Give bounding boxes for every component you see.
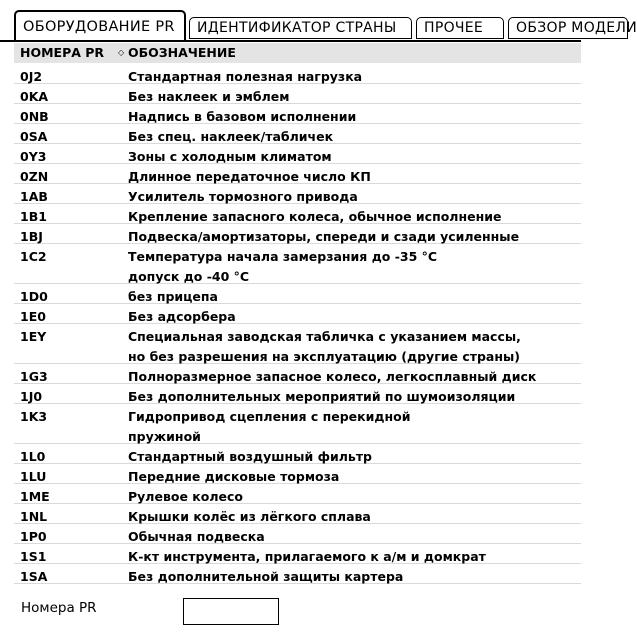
table-row[interactable] bbox=[14, 104, 581, 124]
tab-bar bbox=[0, 0, 637, 42]
tab-country-id[interactable]: ИДЕНТИФИКАТОР СТРАНЫ bbox=[189, 17, 412, 39]
pr-code-cell: 0J2 bbox=[20, 69, 43, 84]
pr-code-cell: 1NL bbox=[20, 509, 48, 524]
table-row[interactable] bbox=[14, 544, 581, 564]
pr-code-cell: 1G3 bbox=[20, 369, 48, 384]
table-row[interactable] bbox=[14, 224, 581, 244]
table-row[interactable] bbox=[14, 144, 581, 164]
table-row[interactable] bbox=[14, 364, 581, 384]
tab-pr-equipment[interactable]: ОБОРУДОВАНИЕ PR bbox=[14, 10, 186, 42]
table-row[interactable] bbox=[14, 504, 581, 524]
pr-code-cell: 0Y3 bbox=[20, 149, 47, 164]
description-cell: Без наклеек и эмблем bbox=[128, 89, 290, 104]
description-cell: К-кт инструмента, прилагаемого к а/м и домкрат bbox=[128, 549, 486, 564]
description-cell: Температура начала замерзания до -35 °C допуск до -40 °C bbox=[128, 249, 438, 284]
description-cell: Без дополнительных мероприятий по шумоизоляции bbox=[128, 389, 516, 404]
description-cell: Обычная подвеска bbox=[128, 529, 265, 544]
pr-code-cell: 1K3 bbox=[20, 409, 48, 424]
description-cell: без прицепа bbox=[128, 289, 218, 304]
description-cell: Усилитель тормозного привода bbox=[128, 189, 358, 204]
description-cell: Полноразмерное запасное колесо, легкосплавный диск bbox=[128, 369, 537, 384]
pr-code-cell: 1EY bbox=[20, 329, 47, 344]
pr-code-cell: 0NB bbox=[20, 109, 49, 124]
pr-number-input[interactable] bbox=[183, 598, 279, 625]
description-cell: Длинное передаточное число КП bbox=[128, 169, 371, 184]
pr-code-cell: 1AB bbox=[20, 189, 48, 204]
description-cell: Стандартный воздушный фильтр bbox=[128, 449, 373, 464]
pr-code-cell: 1S1 bbox=[20, 549, 47, 564]
table-row[interactable] bbox=[14, 124, 581, 144]
table-row[interactable] bbox=[14, 524, 581, 544]
table-row[interactable] bbox=[14, 84, 581, 104]
pr-code-cell: 1E0 bbox=[20, 309, 46, 324]
description-cell: Надпись в базовом исполнении bbox=[128, 109, 357, 124]
pr-code-cell: 1SA bbox=[20, 569, 48, 584]
description-cell: Без адсорбера bbox=[128, 309, 236, 324]
description-cell: Рулевое колесо bbox=[128, 489, 243, 504]
description-cell: Зоны с холодным климатом bbox=[128, 149, 332, 164]
description-cell: Стандартная полезная нагрузка bbox=[128, 69, 363, 84]
description-cell: Специальная заводская табличка с указанием массы, но без разрешения на эксплуатацию (другие страны) bbox=[128, 329, 521, 364]
pr-code-cell: 1B1 bbox=[20, 209, 47, 224]
table-row[interactable] bbox=[14, 304, 581, 324]
description-cell: Подвеска/амортизаторы, спереди и сзади усиленные bbox=[128, 229, 520, 244]
table-row[interactable] bbox=[14, 284, 581, 304]
table-row[interactable] bbox=[14, 464, 581, 484]
pr-code-cell: 0SA bbox=[20, 129, 48, 144]
table-row[interactable] bbox=[14, 384, 581, 404]
table-row[interactable] bbox=[14, 404, 581, 444]
pr-number-label: Номера PR bbox=[21, 600, 97, 616]
description-cell: Без спец. наклеек/табличек bbox=[128, 129, 334, 144]
description-cell: Без дополнительной защиты картера bbox=[128, 569, 404, 584]
table-row[interactable] bbox=[14, 564, 581, 584]
tab-other[interactable]: ПРОЧЕЕ bbox=[416, 17, 504, 39]
table-row[interactable] bbox=[14, 184, 581, 204]
table-row[interactable] bbox=[14, 484, 581, 504]
sort-icon[interactable]: ◇ bbox=[118, 48, 125, 57]
description-cell: Передние дисковые тормоза bbox=[128, 469, 340, 484]
pr-code-cell: 1L0 bbox=[20, 449, 46, 464]
table-row[interactable] bbox=[14, 204, 581, 224]
table-row[interactable] bbox=[14, 324, 581, 364]
table-row[interactable] bbox=[14, 164, 581, 184]
pr-table-body[interactable] bbox=[14, 64, 581, 584]
pr-code-cell: 1C2 bbox=[20, 249, 47, 264]
pr-code-cell: 1ME bbox=[20, 489, 50, 504]
description-cell: Гидропривод сцепления с перекидной пружиной bbox=[128, 409, 411, 444]
table-row[interactable] bbox=[14, 64, 581, 84]
pr-code-cell: 1D0 bbox=[20, 289, 48, 304]
pr-code-cell: 0KA bbox=[20, 89, 49, 104]
tab-model-overview[interactable]: ОБЗОР МОДЕЛИ bbox=[508, 17, 628, 39]
table-row[interactable] bbox=[14, 444, 581, 464]
description-cell: Крепление запасного колеса, обычное исполнение bbox=[128, 209, 502, 224]
pr-code-cell: 1LU bbox=[20, 469, 47, 484]
table-row[interactable] bbox=[14, 244, 581, 284]
pr-code-cell: 1P0 bbox=[20, 529, 47, 544]
column-header-description: ОБОЗНАЧЕНИЕ bbox=[128, 45, 236, 60]
pr-code-cell: 1J0 bbox=[20, 389, 43, 404]
pr-code-cell: 1BJ bbox=[20, 229, 43, 244]
description-cell: Крышки колёс из лёгкого сплава bbox=[128, 509, 371, 524]
tab-divider bbox=[0, 40, 581, 42]
pr-code-cell: 0ZN bbox=[20, 169, 49, 184]
column-header-pr-code[interactable]: НОМЕРА PR bbox=[20, 45, 105, 60]
table-header bbox=[14, 43, 581, 63]
